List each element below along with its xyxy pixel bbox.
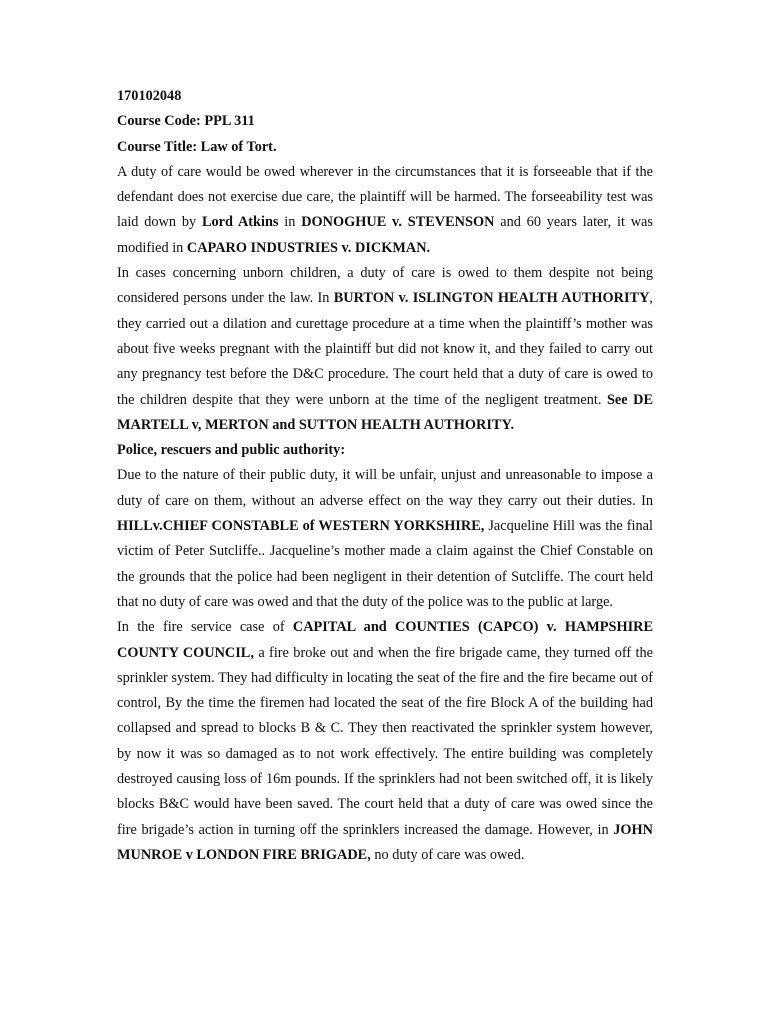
- paragraph-text: and 60 years later, it was modified in: [117, 214, 653, 256]
- course-title: Course Title: Law of Tort.: [117, 138, 277, 155]
- paragraph-text: In cases concerning unborn children, a duty of care is owed to them despite not being considered persons under the law. In: [117, 265, 653, 307]
- paragraph-text: in: [278, 214, 302, 231]
- course-code: Course Code: PPL 311: [117, 113, 255, 130]
- paragraph-text: A duty of care would be owed wherever in the circumstances that it is forseeable that if the defendant does not exercise due care, the plaintiff will be harmed. The forseeability test was laid down by: [117, 163, 653, 231]
- body-paragraph: [117, 463, 653, 615]
- paragraph-text: no duty of care was owed.: [370, 846, 525, 863]
- bold-text: BURTON v. ISLINGTON HEALTH AUTHORITY: [333, 290, 650, 307]
- bold-text: Police, rescuers and public authority:: [117, 442, 346, 459]
- paragraph-text: , they carried out a dilation and curettage procedure at a time when the plaintiff’s mother was about five weeks pregnant with the plaintiff but did not know it, and they failed to carry out any pregnancy test before the D&C procedure. The court held that a duty of care is owed to the children despite that they were unborn at the time of the negligent treatment.: [117, 290, 653, 408]
- body-paragraph: [117, 261, 653, 438]
- paragraph-text: Due to the nature of their public duty, it will be unfair, unjust and unreasonable to impose a duty of care on them, without an adverse effect on the way they carry out their duties. In: [117, 467, 653, 509]
- document-body: [117, 160, 653, 868]
- bold-text: CAPARO INDUSTRIES v. DICKMAN.: [186, 239, 431, 256]
- body-paragraph: [117, 160, 653, 261]
- student-id: 170102048: [117, 88, 182, 104]
- paragraph-text: Jacqueline Hill was the final victim of Peter Sutcliffe.. Jacqueline’s mother made a claim against the Chief Constable on the grounds that the police had been negligent in their detention of Sutcliffe. The court held that no duty of care was owed and that the duty of the police was to the public at large.: [117, 518, 653, 610]
- bold-text: JOHN MUNROE v LONDON FIRE BRIGADE,: [117, 821, 653, 863]
- body-paragraph: [117, 615, 653, 868]
- body-paragraph: [117, 438, 653, 463]
- bold-text: HILLv.CHIEF CONSTABLE of WESTERN YORKSHIRE,: [117, 518, 485, 535]
- paragraph-text: a fire broke out and when the fire brigade came, they turned off the sprinkler system. They had difficulty in locating the seat of the fire and the fire became out of control, By the time the firemen had located the seat of the fire Block A of the building had collapsed and spread to blocks B & C. They then reactivated the sprinkler system however, by now it was so damaged as to not work effectively. The entire building was completely destroyed causing loss of 16m pounds. If the sprinklers had not been switched off, it is likely blocks B&C would have been saved. The court held that a duty of care was owed since the fire brigade’s action in turning off the sprinklers increased the damage. However, in: [117, 644, 653, 838]
- bold-text: Lord Atkins: [201, 214, 279, 231]
- paragraph-text: In the fire service case of: [117, 619, 293, 636]
- bold-text: DONOGHUE v. STEVENSON: [301, 214, 495, 231]
- bold-text: See DE MARTELL v, MERTON and SUTTON HEALTH AUTHORITY.: [117, 391, 653, 433]
- bold-text: CAPITAL and COUNTIES (CAPCO) v. HAMPSHIRE COUNTY COUNCIL,: [117, 619, 653, 661]
